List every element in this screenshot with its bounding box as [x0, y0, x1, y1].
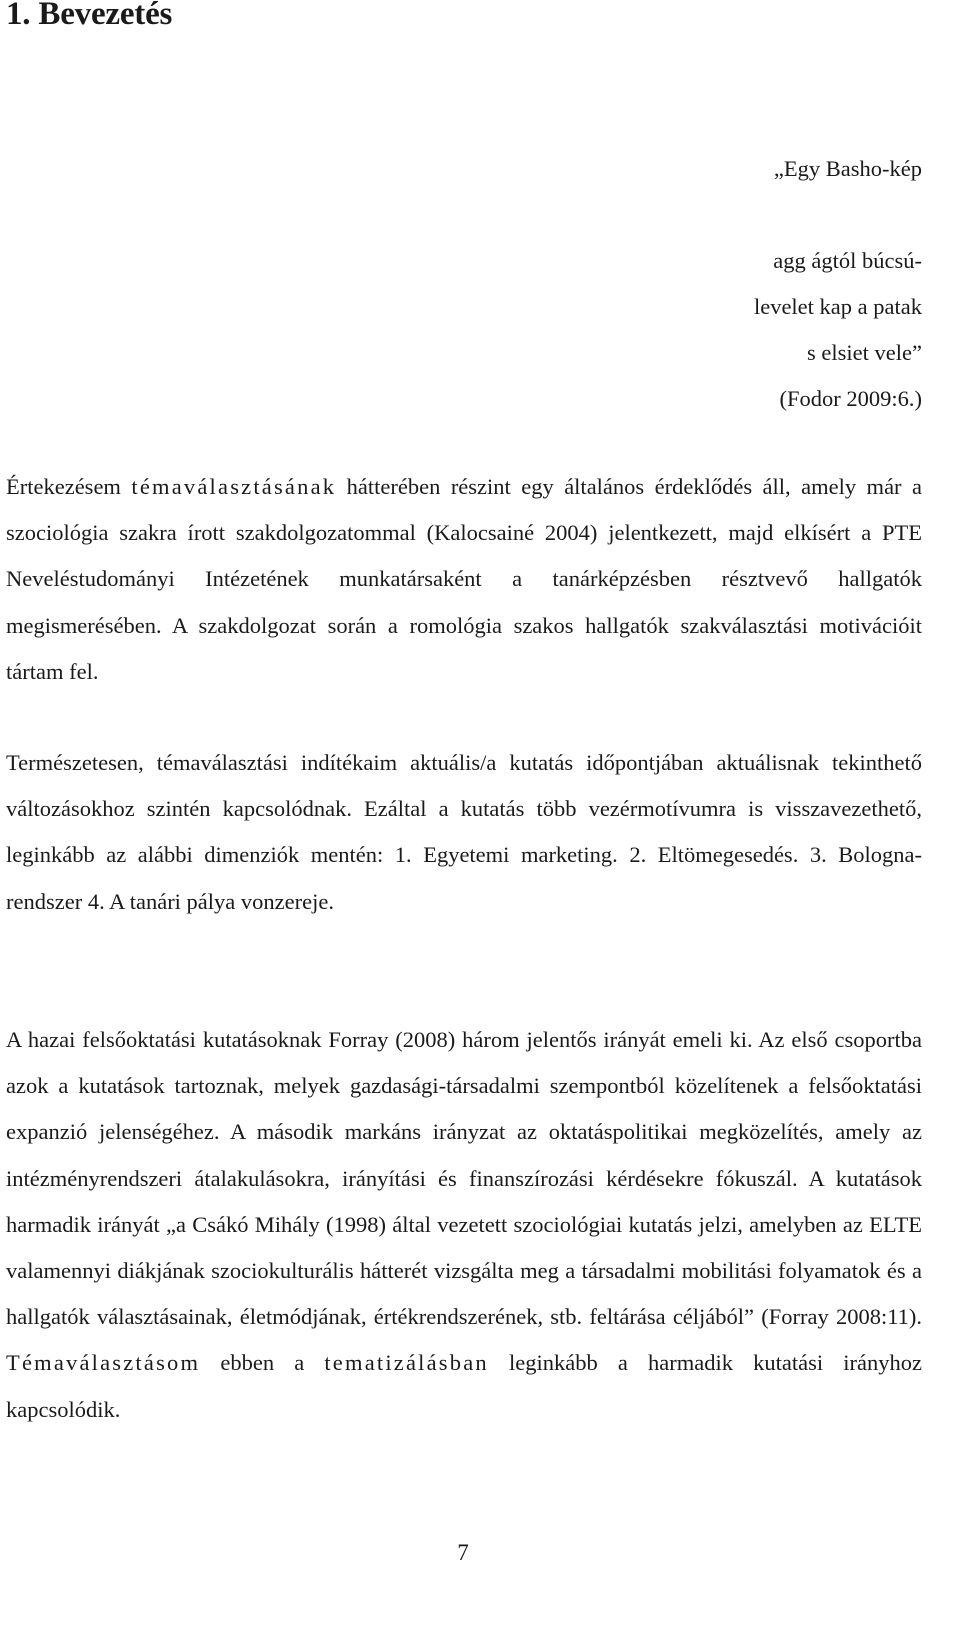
poem-citation: (Fodor 2009:6.): [779, 386, 922, 411]
paragraph-text: Természetesen, témaválasztási indítékaim aktuális/a kutatás időpontjában aktuálisnak tekinthető változásokhoz szintén kapcsolódnak. Ezáltal a kutatás több vezérmotívumra is visszavezethető, leginkább az alábbi dimenziók mentén: 1. Egyetemi marketing. 2. Eltömegesedés. 3. Bologna-rendszer 4. A tanári pálya vonzereje.: [6, 750, 922, 914]
emphasized-word: témaválasztásának: [131, 474, 337, 499]
paragraph-3: [6, 1017, 922, 1433]
epigraph-poem: [754, 146, 922, 422]
poem-line: levelet kap a patak: [753, 294, 922, 319]
poem-line: s elsiet vele”: [807, 340, 922, 365]
emphasized-word: Témaválasztásom: [6, 1350, 201, 1376]
emphasized-word: tematizálásban: [324, 1350, 489, 1376]
paragraph-1: [6, 464, 922, 695]
poem-title: „Egy Basho-kép: [773, 156, 922, 181]
paragraph-text: Értekezésem: [6, 474, 132, 499]
paragraph-text: hátterében részint egy általános érdeklődés áll, amely már a szociológia szakra írott szakdolgozatommal (Kalocsainé 2004) jelentkezett, majd elkísért a PTE Neveléstudományi Intézetének munkatársaként a tanárképzésben résztvevő hallgatók megismerésében. A szakdolgozat során a romológia szakos hallgatók szakválasztási motivációit tártam fel.: [6, 474, 922, 684]
paragraph-2: [6, 740, 922, 925]
paragraph-text: leginkább a harmadik kutatási irányhoz kapcsolódik.: [6, 1350, 922, 1422]
paragraph-text: ebben a: [200, 1350, 325, 1376]
poem-line: agg ágtól búcsú-: [773, 248, 922, 273]
paragraph-text: A hazai felsőoktatási kutatásoknak Forray (2008) három jelentős irányát emeli ki. Az első csoportba azok a kutatások tartoznak, melyek gazdasági-társadalmi szempontból közelítenek a felsőoktatási expanzió jelenségéhez. A második markáns irányzat az oktatáspolitikai megközelítés, amely az intézményrendszeri átalakulásokra, irányítási és finanszírozási kérdésekre fókuszál. A kutatások harmadik irányát „a Csákó Mihály (1998) által vezetett szociológiai kutatás jelzi, amelyben az ELTE valamennyi diákjának szociokulturális hátterét vizsgálta meg a társadalmi mobilitási folyamatok és a hallgatók választásainak, életmódjának, értékrendszerének, stb. feltárása céljából” (Forray 2008:11).: [6, 1027, 922, 1330]
section-heading: 1. Bevezetés: [6, 0, 173, 32]
page-number: 7: [457, 1540, 469, 1565]
